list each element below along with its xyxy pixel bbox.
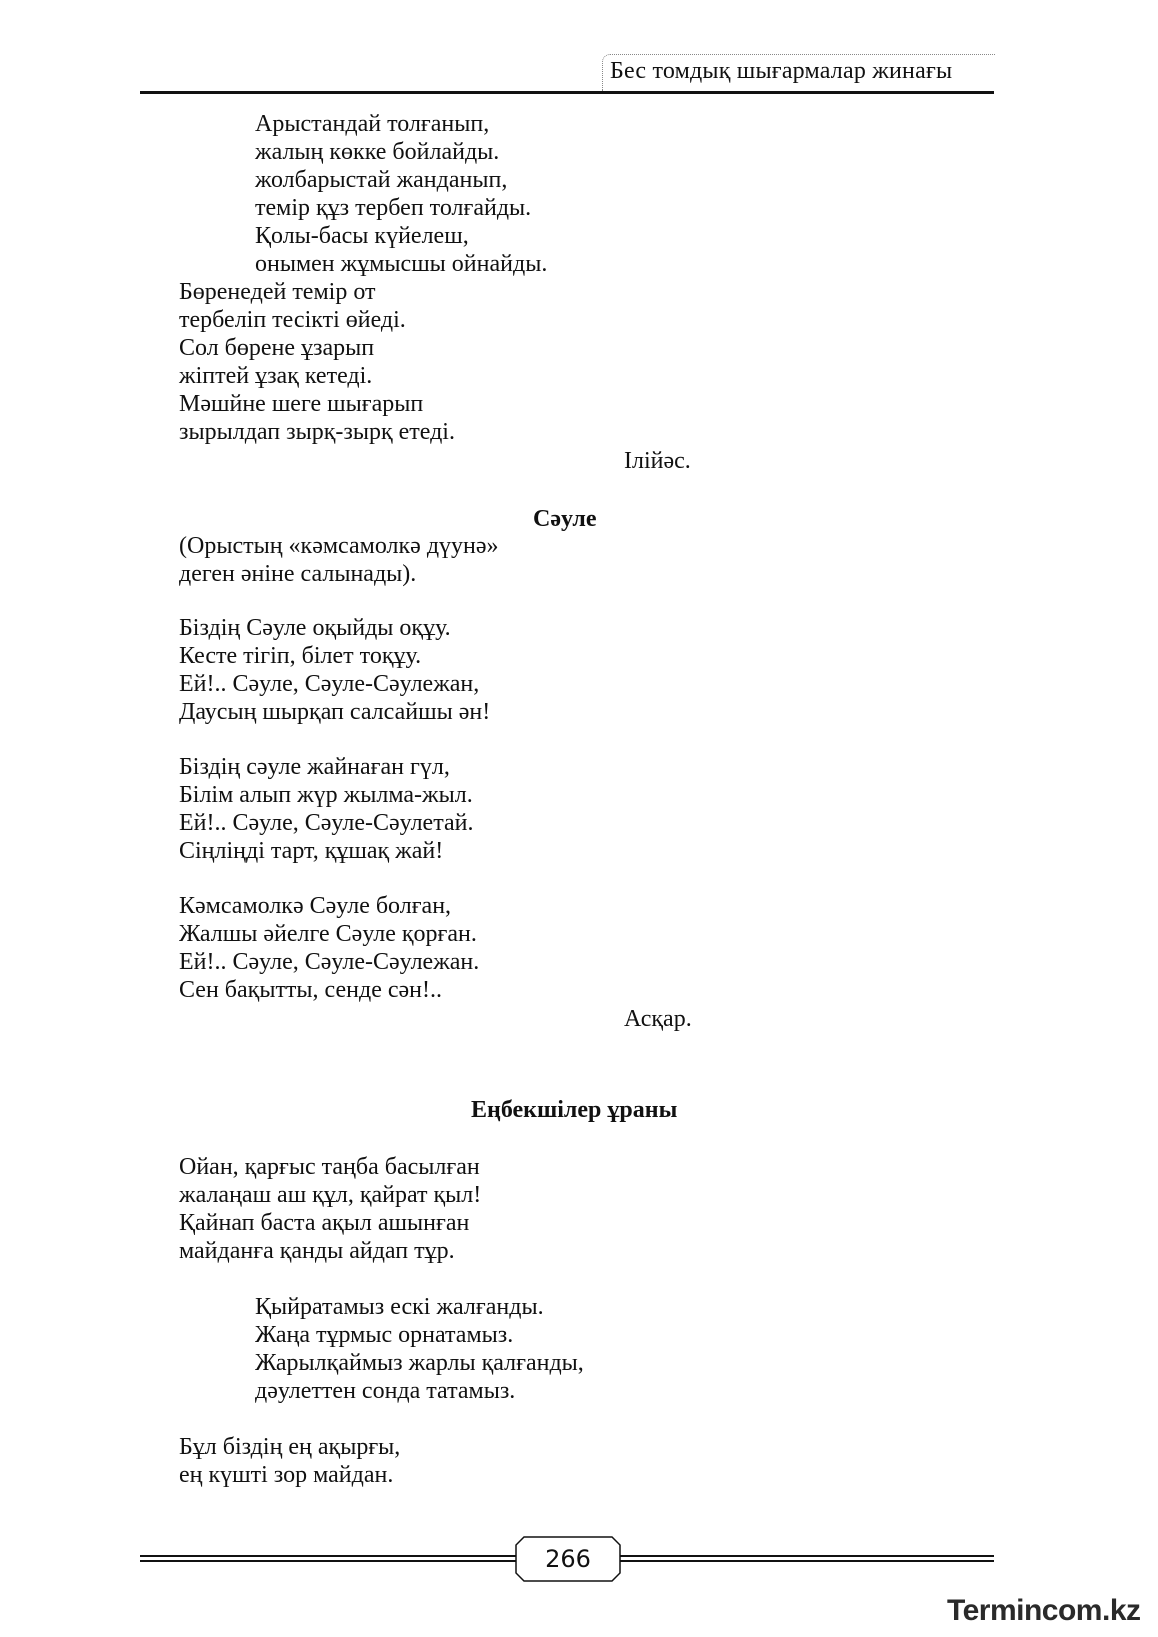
poem-line: темір құз тербеп толғайды. [255, 195, 532, 221]
poem-line: Қайнап баста ақыл ашынған [179, 1210, 470, 1236]
page-number: 266 [545, 1545, 591, 1573]
poem-line: Біздің сәуле жайнаған гүл, [179, 754, 450, 780]
running-header: Бес томдық шығармалар жинағы [610, 58, 953, 84]
poem-line: жалың көкке бойлайды. [255, 139, 500, 165]
poem-line: зырылдап зырқ-зырқ етеді. [179, 419, 455, 445]
poem-line: Даусың шырқап салсайшы ән! [179, 699, 491, 725]
poem-line: Жарылқаймыз жарлы қалғанды, [255, 1350, 584, 1376]
poem-line: Кәмсамолкә Сәуле болған, [179, 893, 452, 919]
poem-line: Білім алып жүр жылма-жыл. [179, 782, 473, 808]
poem-line: Сол бөрене ұзарып [179, 335, 375, 361]
poem-line: Ей!.. Сәуле, Сәуле-Сәулежан. [179, 949, 480, 975]
poem-title: Сәуле [533, 506, 597, 532]
poem-line: ең күшті зор майдан. [179, 1462, 394, 1488]
poem-line: Қыйратамыз ескі жалғанды. [255, 1294, 544, 1320]
poem-note: деген әніне салынады). [179, 561, 417, 587]
poem-line: майданға қанды айдап тұр. [179, 1238, 455, 1264]
header-rule [140, 91, 994, 94]
poem-line: жолбарыстай жанданып, [255, 167, 508, 193]
poem-line: Сіңліңді тарт, құшақ жай! [179, 838, 444, 864]
poem-line: онымен жұмысшы ойнайды. [255, 251, 548, 277]
poem-title: Еңбекшілер ұраны [471, 1097, 678, 1123]
poem-line: Қолы-басы күйелеш, [255, 223, 469, 249]
poem-line: жіптей ұзақ кетеді. [179, 363, 373, 389]
poem-line: жалаңаш аш құл, қайрат қыл! [179, 1182, 482, 1208]
watermark-text: Termincom.kz [947, 1594, 1141, 1627]
poem-line: Жалшы әйелге Сәуле қорған. [179, 921, 477, 947]
poem-line: Бұл біздің ең ақырғы, [179, 1434, 401, 1460]
poem-line: Мәшйне шеге шығарып [179, 391, 424, 417]
poem-line: тербеліп тесікті өйеді. [179, 307, 406, 333]
poem-note: (Орыстың «кәмсамолкә дүунә» [179, 533, 499, 559]
poem-line: Ойан, қарғыс таңба басылған [179, 1154, 480, 1180]
author-signature: Ілійәс. [624, 448, 691, 474]
page-number-frame [514, 1536, 622, 1582]
poem-line: Кесте тігіп, білет тоқұу. [179, 643, 422, 669]
poem-line: дәулеттен сонда татамыз. [255, 1378, 516, 1404]
poem-line: Жаңа тұрмыс орнатамыз. [255, 1322, 514, 1348]
poem-line: Сен бақытты, сенде сән!.. [179, 977, 442, 1003]
poem-line: Арыстандай толғанып, [255, 111, 490, 137]
poem-line: Бөренедей темір от [179, 279, 376, 305]
poem-line: Ей!.. Сәуле, Сәуле-Сәулетай. [179, 810, 474, 836]
poem-line: Ей!.. Сәуле, Сәуле-Сәулежан, [179, 671, 480, 697]
footer-rule [620, 1555, 994, 1562]
footer-rule [140, 1555, 516, 1562]
poem-line: Біздің Сәуле оқыйды оқұу. [179, 615, 451, 641]
author-signature: Асқар. [624, 1006, 692, 1032]
